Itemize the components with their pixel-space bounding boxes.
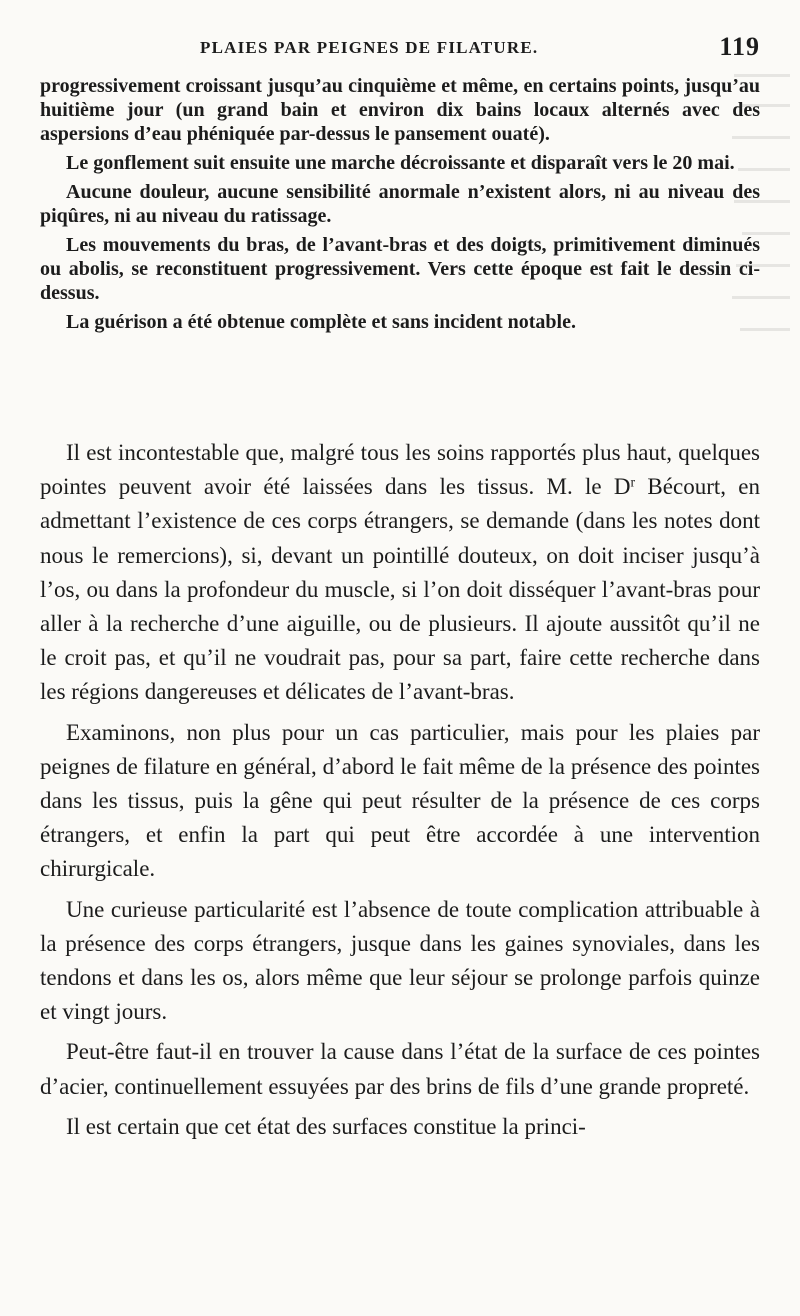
paragraph: Peut-être faut-il en trouver la cause dans l’état de la surface de ces pointes d’acier, continuellement essuyées par des brins de fils d’une grande propreté.: [40, 1039, 760, 1099]
paragraph: Il est certain que cet état des surfaces constitue la princi-: [66, 1113, 586, 1139]
paragraph-text: Il est incontestable que, malgré tous les soins rapportés plus haut, quelques pointes peuvent avoir été laissées dans les tissus. M. le D: [40, 440, 760, 500]
case-report-block: [40, 74, 760, 334]
superscript: r: [630, 474, 636, 490]
paragraph: progressivement croissant jusqu’au cinquième et même, en certains points, jusqu’au huitième jour (un grand bain et environ dix bains locaux alternés avec des aspersions d’eau phéniquée par-dessus le pansement ouaté).: [40, 75, 760, 145]
page-number: 119: [719, 32, 760, 61]
paragraph: Une curieuse particularité est l’absence de toute complication attribuable à la présence des corps étrangers, jusque dans les gaines synoviales, dans les tendons et dans les os, alors même que leur séjour se prolonge parfois quinze et vingt jours.: [40, 896, 760, 1025]
discussion-block: [40, 436, 760, 1144]
paragraph: Aucune douleur, aucune sensibilité anormale n’existent alors, ni au niveau des piqûres, ni au niveau du ratissage.: [40, 181, 760, 227]
paragraph: Examinons, non plus pour un cas particulier, mais pour les plaies par peignes de filature en général, d’abord le fait même de la présence des pointes dans les tissus, puis la gêne qui peut résulter de la présence de ces corps étrangers, et enfin la part qui peut être accordée à une intervention chirurgicale.: [40, 719, 760, 882]
paragraph: Les mouvements du bras, de l’avant-bras et des doigts, primitivement diminués ou abolis, se reconstituent progressivement. Vers cette époque est fait le dessin ci-dessus.: [40, 234, 760, 304]
paragraph-text: Bécourt, en admettant l’existence de ces corps étrangers, se demande (dans les notes dont nous le remercions), si, devant un pointillé douteux, on doit inciser jusqu’à l’os, ou dans la profondeur du muscle, si l’on doit disséquer l’avant-bras pour aller à la recherche d’une aiguille, ou de plusieurs. Il ajoute aussitôt qu’il ne le croit pas, et qu’il ne voudrait pas, pour sa part, faire cette recherche dans les régions dangereuses et délicates de l’avant-bras.: [40, 474, 760, 705]
running-title: PLAIES PAR PEIGNES DE FILATURE.: [200, 38, 539, 57]
running-head: [40, 32, 760, 62]
paragraph: La guérison a été obtenue complète et sans incident notable.: [66, 311, 576, 333]
paragraph: [40, 436, 760, 710]
paragraph: Le gonflement suit ensuite une marche décroissante et disparaît vers le 20 mai.: [66, 152, 735, 174]
